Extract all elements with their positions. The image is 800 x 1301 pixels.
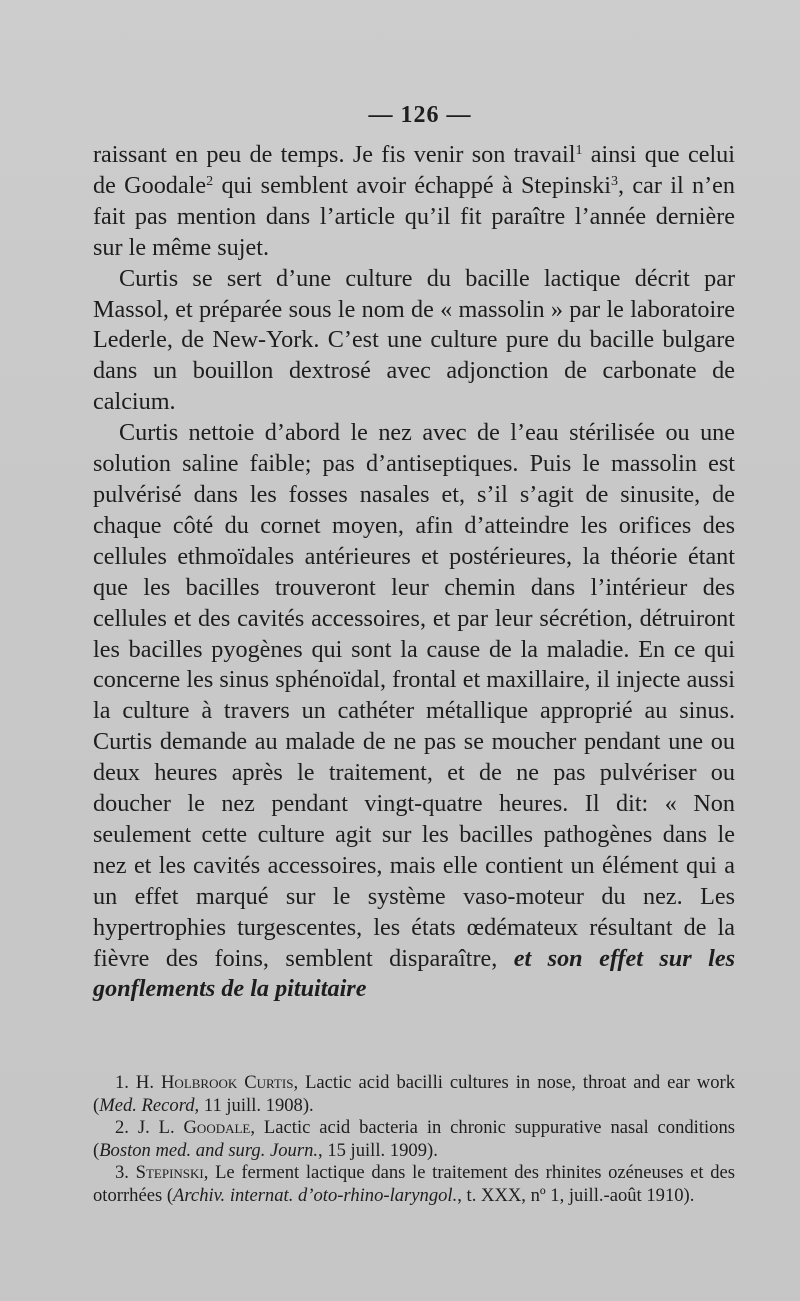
- footnote-2-number: 2. J. L.: [115, 1117, 184, 1139]
- paragraph-3: [93, 418, 735, 1005]
- footnote-2-end: , 15 juill. 1909).: [318, 1139, 438, 1161]
- footnote-1-number: 1. H.: [115, 1072, 161, 1093]
- footnote-2-author: Goodale: [183, 1117, 251, 1139]
- footnote-1-text: , Lactic acid bacilli cultures in nose, throat and ear work (: [93, 1072, 735, 1116]
- paragraph-1: [93, 140, 735, 264]
- footnote-2: [93, 1117, 735, 1162]
- footnote-3-journal: Archiv. internat. d’oto-rhino-laryngol.: [173, 1184, 458, 1206]
- footnote-2-journal: Boston med. and surg. Journ.: [99, 1139, 319, 1161]
- footnote-1-author: Holbrook Curtis: [161, 1072, 294, 1093]
- footnote-ref-1: 1: [575, 143, 583, 158]
- page-number: — 126 —: [368, 102, 472, 128]
- footnote-2-text: , Lactic acid bacteria in chronic suppurative nasal conditions (: [93, 1117, 735, 1161]
- footnote-3: [93, 1162, 735, 1207]
- footnote-3-number: 3.: [115, 1162, 136, 1184]
- main-text: [93, 140, 735, 1005]
- paragraph-1-part-c: qui semblent avoir échappé à Stepinski: [213, 171, 612, 199]
- footnote-ref-3: 3: [611, 173, 619, 189]
- footnote-1-end: , 11 juill. 1908).: [194, 1094, 314, 1116]
- paragraph-1-part-a: raissant en peu de temps. Je fis venir son travail: [93, 141, 576, 168]
- footnote-ref-2: 2: [206, 173, 214, 189]
- footnote-1: [93, 1072, 735, 1117]
- paragraph-3-part-a: Curtis nettoie d’abord le nez avec de l’eau stérilisée ou une solution saline faible; pas d’antiseptiques. Puis le massolin est pulvérisé dans les fosses nasales et, s’il s’agit de sinusite, de chaque côté du cornet moyen, afin d’atteindre les orifices des cellules ethmoïdales antérieures et postérieures, la théorie étant que les bacilles trouveront leur chemin dans l’intérieur des cellules et des cavités accessoires, et par leur sécrétion, détruiront les bacilles pyogènes qui sont la cause de la maladie. En ce qui concerne les sinus sphénoïdal, frontal et maxillaire, il injecte aussi la culture à travers un cathéter métallique approprié au sinus. Curtis demande au malade de ne pas se moucher pendant une ou deux heures après le traitement, et de ne pas pulvériser ou doucher le nez pendant vingt-quatre heures. Il dit: « Non seulement cette culture agit sur les bacilles pathogènes dans le nez et les cavités accessoires, mais elle contient un élément qui a un effet marqué sur le système vaso-moteur du nez. Les hypertrophies turgescentes, les états œdémateux résultant de la fièvre des foins, semblent disparaître,: [93, 419, 735, 972]
- paragraph-1-part-b: ainsi que celui de Goodale: [93, 141, 735, 199]
- paragraph-2: Curtis se sert d’une culture du bacille lactique décrit par Massol, et préparée sous le nom de « massolin » par le laboratoire Lederle, de New-York. C’est une culture pure du bacille bulgare dans un bouillon dextrosé avec adjonction de carbonate de calcium.: [93, 264, 735, 416]
- footnote-3-author: Stepinski: [135, 1162, 204, 1184]
- footnote-3-end: , t. XXX, nº 1, juill.-août 1910).: [457, 1184, 695, 1206]
- paragraph-1-part-d: , car il n’en fait pas mention dans l’article qu’il fit paraître l’année dernière sur le même sujet.: [93, 171, 735, 261]
- footnotes: [93, 1072, 735, 1208]
- paragraph-3-italic: et son effet sur les gonflements de la pituitaire: [93, 944, 735, 1003]
- footnote-3-text: , Le ferment lactique dans le traitement des rhinites ozéneuses et des otorrhées (: [93, 1162, 736, 1206]
- footnote-1-journal: Med. Record: [99, 1094, 195, 1116]
